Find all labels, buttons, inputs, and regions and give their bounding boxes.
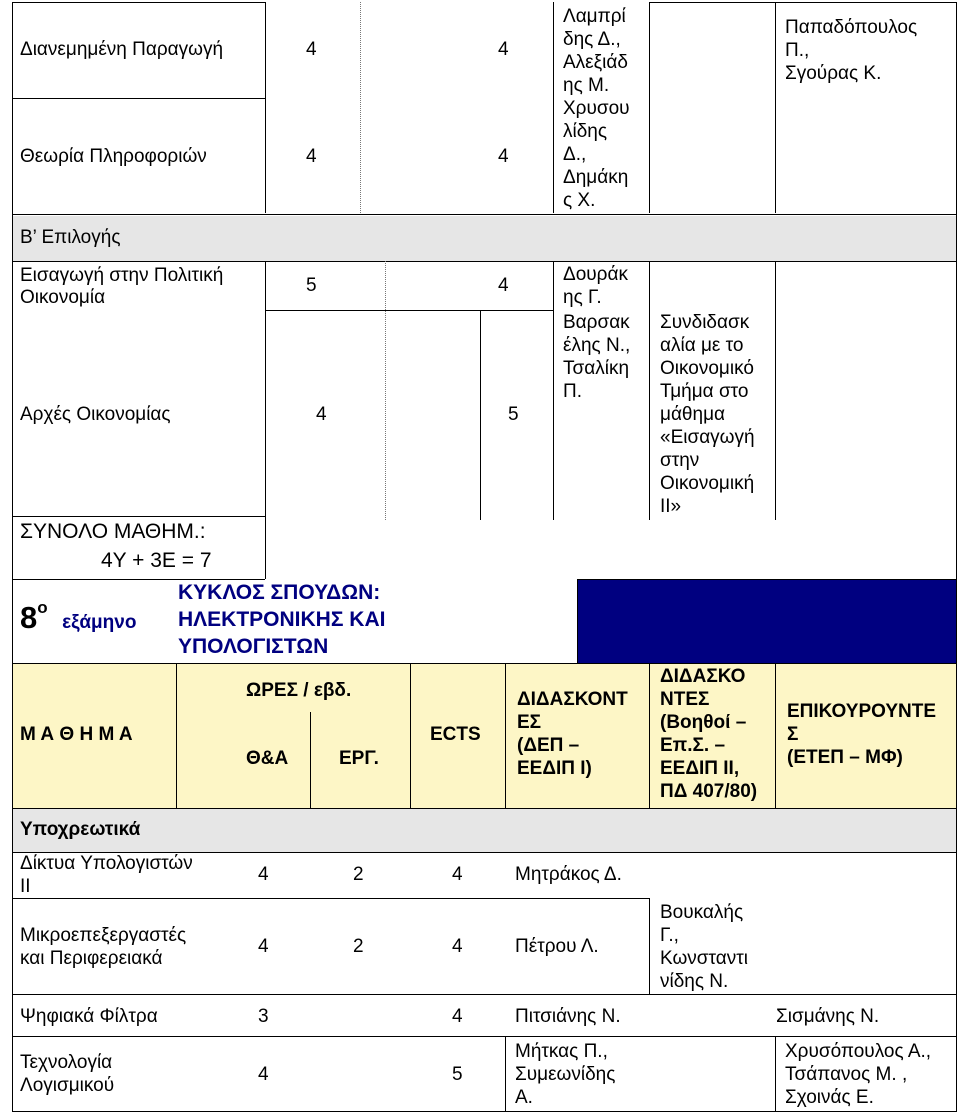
advisor-line: Π., <box>785 40 810 61</box>
note-line: ΙΙ» <box>660 496 682 517</box>
header-line: Επ.Σ. – <box>660 735 726 756</box>
header-line: ΝΤΕΣ <box>660 689 710 710</box>
ects-value: 5 <box>452 1064 463 1085</box>
total-formula: 4Υ + 3Ε = 7 <box>101 549 212 572</box>
theory-hours: 4 <box>258 936 269 957</box>
teacher-name: Μητράκος Δ. <box>515 864 622 885</box>
teacher-line: Α. <box>515 1087 533 1108</box>
hours-value: 4 <box>306 39 317 60</box>
course-name: Αρχές Οικονομίας <box>20 404 171 425</box>
assistant-line: νίδης Ν. <box>660 971 729 992</box>
teacher-line: Λαμπρί <box>563 6 626 27</box>
header-ects: ECTS <box>430 724 481 745</box>
teacher-line: λίδης <box>563 121 608 142</box>
ects-value: 4 <box>452 936 463 957</box>
semester-suffix: ο <box>37 598 48 617</box>
header-line: Σ <box>787 724 799 745</box>
advisor-line: Παπαδόπουλος <box>785 17 918 38</box>
teacher-line: δης Δ., <box>563 29 621 50</box>
total-label: ΣΥΝΟΛΟ ΜΑΘΗΜ.: <box>20 520 206 543</box>
ects-value: 4 <box>452 1006 463 1027</box>
course-name: Τεχνολογία <box>20 1052 113 1073</box>
header-line: ΔΙΔΑΣΚΟΝΤ <box>517 689 628 710</box>
hours-value: 4 <box>306 146 317 167</box>
teacher-line: έλης Ν., <box>563 335 631 356</box>
header-line: ΠΔ 407/80) <box>660 781 758 802</box>
header-row-fill <box>12 663 956 808</box>
ects-value: 4 <box>452 864 463 885</box>
course-name: Εισαγωγή στην Πολιτική <box>20 265 224 286</box>
header-line: ΕΕΔΙΠ Ι) <box>517 758 592 779</box>
teacher-line: ς Χ. <box>563 190 596 211</box>
theory-hours: 4 <box>258 1064 269 1085</box>
advisor-line: Σχοινάς Ε. <box>785 1087 874 1108</box>
semester-number: 8 <box>20 600 38 635</box>
section-b-bar <box>12 216 956 261</box>
section-required-label: Υποχρεωτικά <box>20 819 141 840</box>
teacher-line: Συμεωνίδης <box>515 1064 616 1085</box>
header-lab: ΕΡΓ. <box>339 748 379 769</box>
teacher-line: Χρυσου <box>563 98 630 119</box>
header-line: (Βοηθοί – <box>660 712 747 733</box>
teacher-name: Πιτσιάνης Ν. <box>515 1006 621 1027</box>
advisor-line: Τσάπανος Μ. , <box>785 1064 908 1085</box>
teacher-line: Μήτκας Π., <box>515 1041 608 1062</box>
ects-value: 4 <box>498 39 509 60</box>
theory-hours: 3 <box>258 1006 269 1027</box>
note-line: «Εισαγωγή <box>660 427 755 448</box>
course-name: Δίκτυα Υπολογιστών <box>20 853 193 874</box>
header-line: ΕΣ <box>517 712 542 733</box>
teacher-line: Τσαλίκη <box>563 358 630 379</box>
hours-value: 5 <box>306 275 317 296</box>
note-line: Οικονομική <box>660 473 755 494</box>
course-name: ΙΙ <box>20 876 31 897</box>
assistant-line: Γ., <box>660 925 679 946</box>
semester-label <box>20 600 136 636</box>
lab-hours: 2 <box>353 864 364 885</box>
course-name: Λογισμικού <box>20 1075 115 1096</box>
advisor-line: Χρυσόπουλος Α., <box>785 1041 932 1062</box>
cycle-line: ΗΛΕΚΤΡΟΝΙΚΗΣ ΚΑΙ <box>178 608 386 631</box>
course-name: Οικονομία <box>20 287 106 308</box>
lab-hours: 2 <box>353 936 364 957</box>
note-line: Οικονομικό <box>660 358 754 379</box>
note-line: στην <box>660 450 700 471</box>
course-name: και Περιφερειακά <box>20 948 163 969</box>
course-name: Μικροεπεξεργαστές <box>20 925 187 946</box>
teacher-line: Δουράκ <box>563 264 628 285</box>
course-name: Ψηφιακά Φίλτρα <box>20 1006 158 1027</box>
header-line: ΔΙΔΑΣΚΟ <box>660 666 746 687</box>
header-line: ΕΕΔΙΠ ΙΙ, <box>660 758 740 779</box>
course-name: Διανεμημένη Παραγωγή <box>20 39 224 60</box>
note-line: αλία με το <box>660 335 744 356</box>
ects-value: 4 <box>498 275 509 296</box>
advisor-line: Σγούρας Κ. <box>785 63 882 84</box>
course-name: Θεωρία Πληροφοριών <box>20 146 207 167</box>
teacher-name: Πέτρου Λ. <box>515 936 599 957</box>
note-line: μάθημα <box>660 404 725 425</box>
ects-value: 4 <box>498 146 509 167</box>
section-required-bar <box>12 808 956 852</box>
teacher-line: Π. <box>563 381 582 402</box>
section-b-label: Β’ Επιλογής <box>20 227 121 248</box>
header-line: (ΔΕΠ – <box>517 735 580 756</box>
teacher-line: Βαρσακ <box>563 312 630 333</box>
theory-hours: 4 <box>258 864 269 885</box>
assistant-line: Βουκαλής <box>660 902 744 923</box>
assistant-line: Κωνσταντι <box>660 948 748 969</box>
hours-value: 4 <box>316 404 327 425</box>
ects-value: 5 <box>508 404 519 425</box>
header-hours: ΩΡΕΣ / εβδ. <box>246 680 352 701</box>
header-line: ΕΠΙΚΟΥΡΟΥΝΤΕ <box>787 701 937 722</box>
teacher-line: Δ., <box>563 144 587 165</box>
teacher-line: ης Μ. <box>563 75 610 96</box>
header-course: Μ Α Θ Η Μ Α <box>20 724 133 745</box>
teacher-line: Δημάκη <box>563 167 629 188</box>
header-theory: Θ&Α <box>246 748 289 769</box>
teacher-line: Αλεξιάδ <box>563 52 628 73</box>
navy-band <box>577 579 956 663</box>
cycle-line: ΥΠΟΛΟΓΙΣΤΩΝ <box>178 635 329 658</box>
cycle-line: ΚΥΚΛΟΣ ΣΠΟΥΔΩΝ: <box>178 581 381 604</box>
semester-word: εξάμηνο <box>62 612 137 633</box>
header-line: (ΕΤΕΠ – ΜΦ) <box>787 747 903 768</box>
advisor-name: Σισμάνης Ν. <box>776 1006 880 1027</box>
teacher-line: ης Γ. <box>563 287 602 308</box>
note-line: Συνδιδασκ <box>660 312 750 333</box>
note-line: Τμήμα στο <box>660 381 749 402</box>
